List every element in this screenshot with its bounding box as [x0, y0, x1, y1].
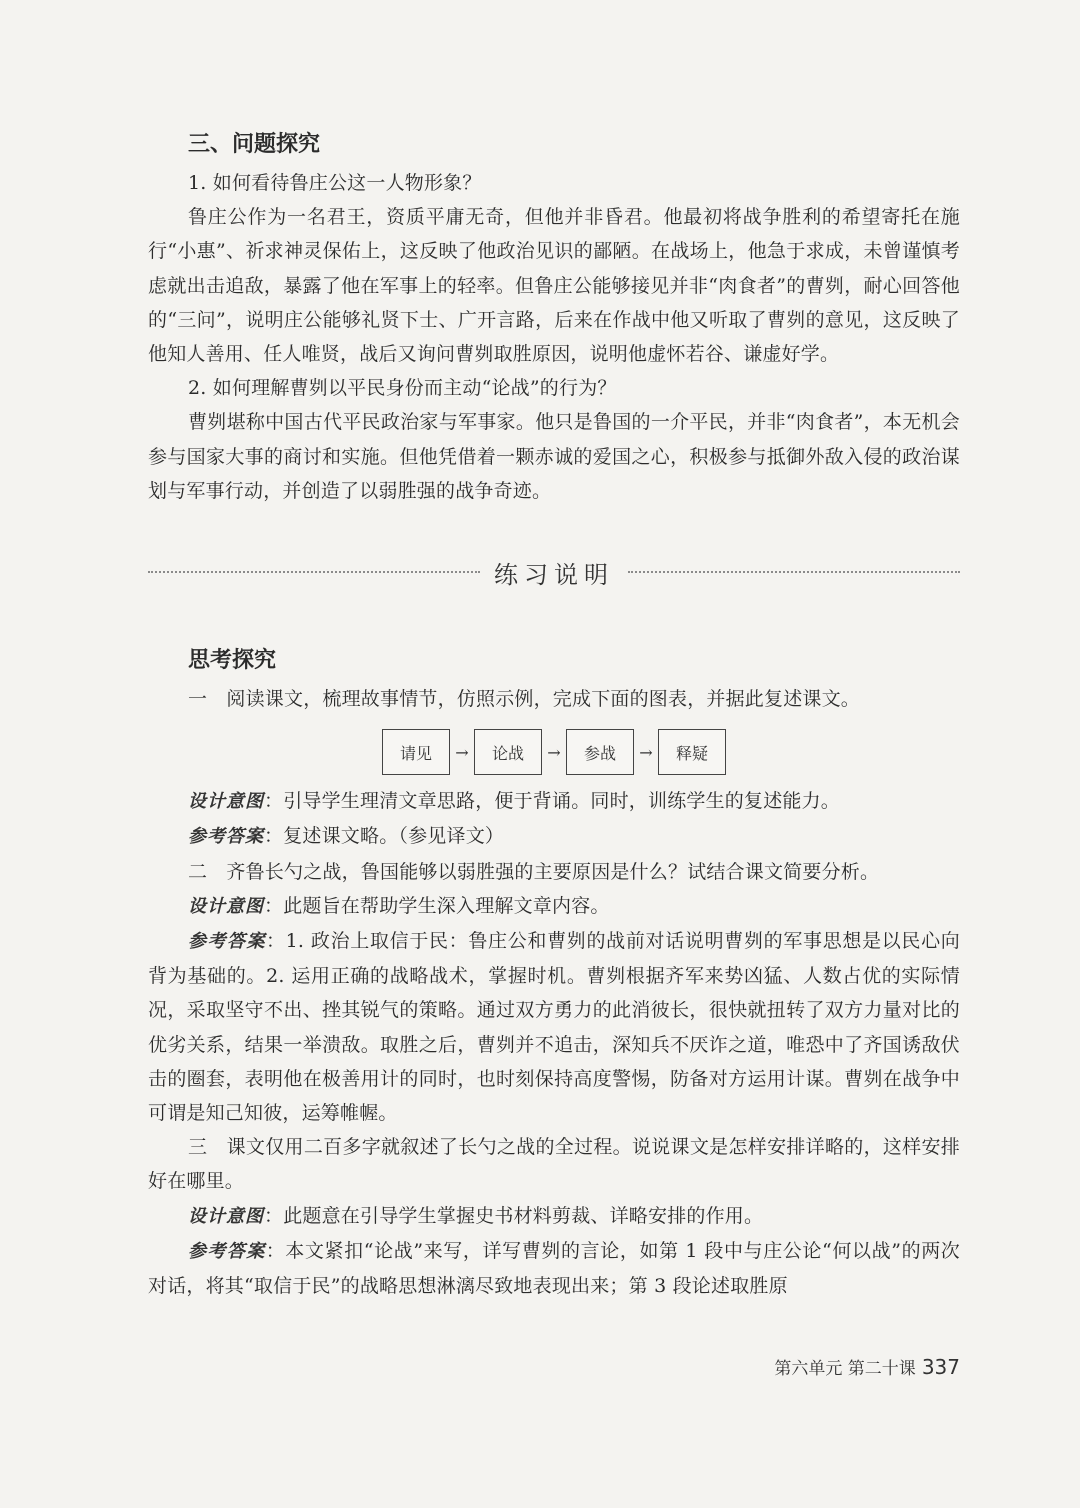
- exercise-item-2: 二 齐鲁长勺之战，鲁国能够以弱胜强的主要原因是什么？试结合课文简要分析。: [188, 860, 880, 883]
- divider-dots-right: [628, 571, 960, 573]
- reference-answer-1: [148, 819, 960, 854]
- answer-text-2: ：1. 政治上取信于民：鲁庄公和曹刿的战前对话说明曹刿的军事思想是以民心向背为基础的。2. 运用正确的战略战术，掌握时机。曹刿根据齐军来势凶猛、人数占优的实际情况，采取坚守不出、挫其锐气的策略。通过双方勇力的此消彼长，很快就扭转了双方力量对比的优劣关系，结果一举溃敌。取胜之后，曹刿并不追击，深知兵不厌诈之道，唯恐中了齐国诱敌伏击的圈套，表明他在极善用计的同时，也时刻保持高度警惕，防备对方运用计谋。曹刿在战争中可谓是知己知彼，运筹帷幄。: [148, 930, 961, 1125]
- answer-text-3: ：本文紧扣“论战”来写，详写曹刿的言论，如第 1 段中与庄公论“何以战”的两次对话，将其“取信于民”的战略思想淋漓尽致地表现出来；第 3 段论述取胜原: [148, 1239, 961, 1298]
- design-label: 设计意图: [188, 791, 264, 813]
- reference-answer-2: [148, 924, 960, 1130]
- answer-text-1: ：复述课文略。（参见译文）: [264, 825, 505, 848]
- unit-lesson-label: 第六单元 第二十课: [774, 1359, 916, 1379]
- plot-flowchart: [148, 728, 960, 776]
- design-label: 设计意图: [188, 1205, 264, 1227]
- flow-step-4: 释疑: [658, 729, 726, 775]
- exercise-item-3: 三 课文仅用二百多字就叙述了长勺之战的全过程。说说课文是怎样安排详略的，这样安排好在哪里。: [148, 1136, 960, 1193]
- flow-step-1: 请见: [382, 729, 450, 775]
- design-intent-1: [148, 784, 960, 819]
- flow-arrow-1: →: [455, 742, 469, 762]
- page-content: [148, 128, 960, 1303]
- exercise-heading: 思考探究: [188, 648, 277, 674]
- design-text-2: ：此题旨在帮助学生深入理解文章内容。: [264, 894, 610, 917]
- divider-title: 练习说明: [494, 560, 614, 589]
- design-text-1: ：引导学生理清文章思路，便于背诵。同时，训练学生的复述能力。: [264, 790, 841, 813]
- question-1: 1. 如何看待鲁庄公这一人物形象？: [188, 172, 482, 194]
- flow-arrow-2: →: [547, 742, 561, 762]
- answer-label: 参考答案: [188, 931, 266, 953]
- design-text-3: ：此题意在引导学生掌握史书材料剪裁、详略安排的作用。: [264, 1204, 764, 1227]
- section-divider: [148, 552, 960, 592]
- flow-step-3: 参战: [566, 729, 634, 775]
- design-intent-2: [148, 889, 960, 924]
- question-2: 2. 如何理解曹刿以平民身份而主动“论战”的行为？: [188, 377, 617, 400]
- answer-1: 鲁庄公作为一名君王，资质平庸无奇，但他并非昏君。他最初将战争胜利的希望寄托在施行“小惠”、祈求神灵保佑上，这反映了他政治见识的鄙陋。在战场上，他急于求成，未曾谨慎考虑就出击追敌，暴露了他在军事上的轻率。但鲁庄公能够接见并非“肉食者”的曹刿，耐心回答他的“三问”，说明庄公能够礼贤下士、广开言路，后来在作战中他又听取了曹刿的意见，这反映了他知人善用、任人唯贤，战后又询问曹刿取胜原因，说明他虚怀若谷、谦虚好学。: [148, 206, 960, 366]
- flow-step-2: 论战: [474, 729, 542, 775]
- page-footer: [720, 1354, 960, 1379]
- page-number: 337: [921, 1355, 960, 1379]
- answer-label: 参考答案: [188, 826, 264, 848]
- exercise-item-1: 一 阅读课文，梳理故事情节，仿照示例，完成下面的图表，并据此复述课文。: [188, 688, 861, 711]
- section-heading-problem-inquiry: 三、问题探究: [188, 132, 321, 157]
- flow-arrow-3: →: [639, 742, 653, 762]
- divider-dots-left: [148, 571, 480, 573]
- answer-label: 参考答案: [188, 1240, 266, 1262]
- design-label: 设计意图: [188, 895, 264, 917]
- reference-answer-3: [148, 1234, 960, 1303]
- design-intent-3: [148, 1199, 960, 1234]
- answer-2: 曹刿堪称中国古代平民政治家与军事家。他只是鲁国的一介平民，并非“肉食者”，本无机会参与国家大事的商讨和实施。但他凭借着一颗赤诚的爱国之心，积极参与抵御外敌入侵的政治谋划与军事行动，并创造了以弱胜强的战争奇迹。: [148, 411, 960, 502]
